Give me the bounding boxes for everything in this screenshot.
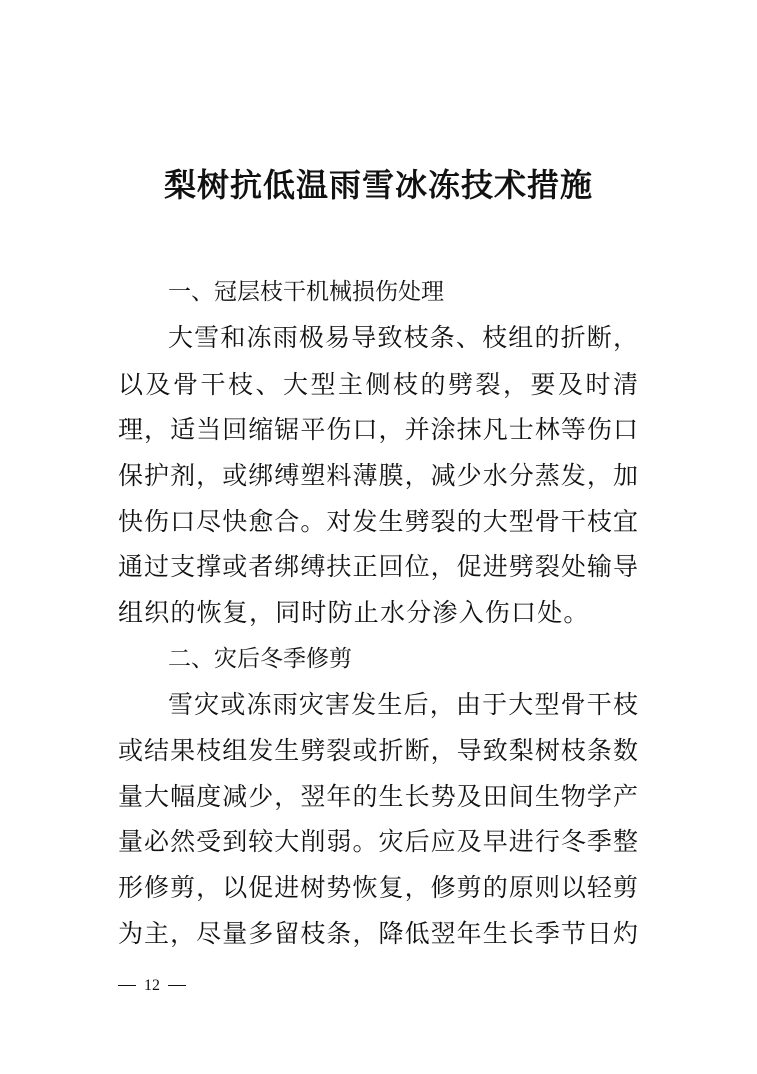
paragraph-line: 为主，尽量多留枝条，降低翌年生长季节日灼 — [118, 919, 638, 948]
paragraph-line: 大雪和冻雨极易导致枝条、枝组的折断， — [168, 323, 638, 352]
paragraph-line: 以及骨干枝、大型主侧枝的劈裂，要及时清 — [118, 370, 638, 399]
page-number: 12 — [144, 977, 160, 994]
paragraph-line: 量大幅度减少，翌年的生长势及田间生物学产 — [118, 782, 638, 811]
paragraph-line: 形修剪，以促进树势恢复，修剪的原则以轻剪 — [118, 873, 638, 902]
paragraph-line: 组织的恢复，同时防止水分渗入伤口处。 — [118, 598, 590, 627]
paragraph-line: 通过支撑或者绑缚扶正回位，促进劈裂处输导 — [118, 552, 638, 581]
paragraph-line: 保护剂，或绑缚塑料薄膜，减少水分蒸发，加 — [118, 461, 638, 490]
paragraph-line: 理，适当回缩锯平伤口，并涂抹凡士林等伤口 — [118, 415, 638, 444]
page-footer — [118, 975, 186, 996]
paragraph-line: 或结果枝组发生劈裂或折断，导致梨树枝条数 — [118, 736, 638, 765]
paragraph-line: 雪灾或冻雨灾害发生后，由于大型骨干枝 — [168, 690, 638, 719]
section-heading-2: 二、灾后冬季修剪 — [168, 646, 352, 672]
section-heading-1: 一、冠层枝干机械损伤处理 — [168, 279, 444, 305]
paragraph-line: 量必然受到较大削弱。灾后应及早进行冬季整 — [118, 827, 638, 856]
page-title: 梨树抗低温雨雪冰冻技术措施 — [163, 166, 593, 204]
paragraph-line: 快伤口尽快愈合。对发生劈裂的大型骨干枝宜 — [118, 507, 638, 536]
footer-dash-left — [118, 985, 136, 986]
footer-dash-right — [168, 985, 186, 986]
